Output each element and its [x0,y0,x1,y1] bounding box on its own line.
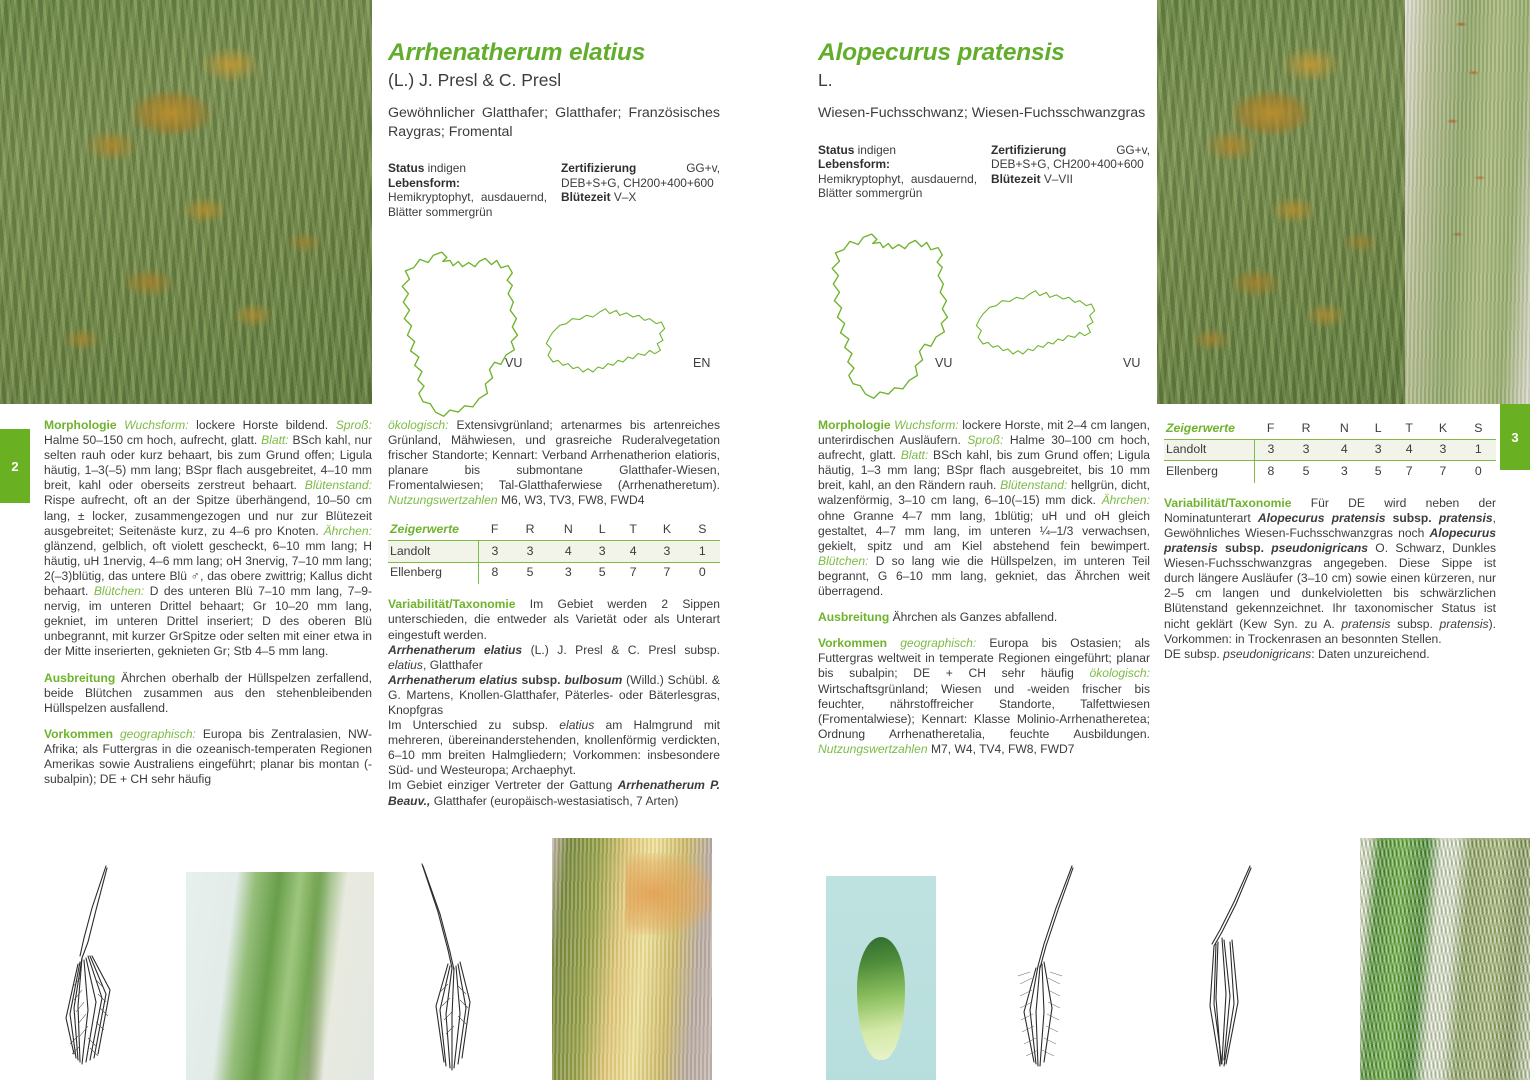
facts-col-cert-right [991,143,1150,201]
table-row [1164,461,1496,483]
zeigerwerte-cell: 8 [1267,463,1275,478]
zeigerwerte-cell: 4 [629,543,637,558]
flowering-label-left: Blütezeit [561,190,611,205]
zeigerwerte-cell: 7 [663,565,671,580]
zeigerwerte-row-label-landolt-left: Landolt [388,541,479,563]
table-row [388,562,720,584]
drawing-spikelet-alopecurus-2 [1176,838,1296,1080]
body-column-4 [1164,418,1496,662]
zeigerwerte-table-right [1164,418,1496,483]
zeigerwerte-cell: 3 [663,543,671,558]
zeigerwerte-cell: 3 [491,543,499,558]
zeigerwerte-col-f-left: F [490,522,499,537]
vorkommen-block-left [44,727,372,787]
zeigerwerte-cell: 3 [526,543,534,558]
zeigerwerte-head-left [388,520,720,541]
zeigerwerte-cell: 3 [1302,442,1310,457]
ausbreitung-heading-right: Ausbreitung [818,610,890,625]
zeigerwerte-cell: 0 [698,565,706,580]
zeigerwerte-col-r-right: R [1301,420,1311,435]
facts-col-status-right [818,143,977,201]
certification-label-left: Zertifizierung [561,161,637,175]
zeigerwerte-cell: 7 [1439,463,1447,478]
morphologie-heading-left: Morphologie [44,418,117,432]
zeigerwerte-title-left: Zeigerwerte [390,522,460,537]
zeigerwerte-cell: 3 [564,565,572,580]
flowering-label-right: Blütezeit [991,171,1041,186]
zeigerwerte-cell: 5 [1302,463,1310,478]
zeigerwerte-col-t-right: T [1405,420,1413,435]
facts-col-cert-left [561,161,720,219]
common-names-left: Gewöhnlicher Glatthafer; Glatthafer; Französisches Raygras; Fromental [388,105,720,140]
zeigerwerte-header-row-left [388,520,720,541]
zeigerwerte-col-s-left: S [698,522,707,537]
flowering-value-right: V–VII [1043,171,1073,186]
zeigerwerte-col-t-left: T [629,522,637,537]
morphologie-block-left [44,418,372,660]
bottom-plate-strip [0,838,1530,1080]
zeigerwerte-header-row-right [1164,418,1496,439]
ausbreitung-text-right: Ährchen als Ganzes abfallend. [889,610,1058,625]
morphologie-heading-right: Morphologie [818,418,891,432]
certification-value-right: GG+v, DEB+S+G, CH200+400+600 [991,142,1150,172]
photo-meadow-alopecurus [1157,0,1405,404]
zeigerwerte-table-left [388,520,720,585]
photo-ligule-arrhenatherum [552,838,712,1080]
map-germany-right [826,230,961,407]
page-number-left: 2 [11,458,19,474]
zeigerwerte-cell: 1 [1474,442,1482,457]
zeigerwerte-cell: 5 [526,565,534,580]
ausbreitung-block-right [818,610,1150,625]
body-column-3 [818,418,1150,757]
drawing-spikelet-arrhenatherum-1 [44,838,164,1080]
zeigerwerte-cell: 5 [1374,463,1382,478]
zeigerwerte-cell: 3 [1340,463,1348,478]
photo-meadow-arrhenatherum [0,0,372,404]
map-status-switzerland-right: VU [1123,356,1141,370]
map-switzerland-right [973,284,1098,361]
facts-block-right [818,143,1150,201]
variabilitaet-heading-left: Variabilität/Taxonomie [388,597,516,612]
vorkommen-runs-right: geographisch: Europa bis Ostasien; als Futtergras weltweit in temperate Regionen eingeführt; planar bis subalpin; DE + CH sehr häufig ökologisch: Wirtschaftsgrünland; Wiesen und -weiden frischer bis feuchter, nährstoffreicher Standorte, Talfettwiesen (Fromentalwiese); Kennart: Klasse Molinio-Arrhenatheretea; Ordnung Arrhenatheretalia, feuchte Ausbildungen. Nutzungswertzahlen M7, W4, TV4, FW8, FWD7 [818,636,1150,756]
distribution-maps-right [818,230,1150,385]
ausbreitung-heading-left: Ausbreitung [44,670,116,685]
zeigerwerte-cell: 4 [1340,442,1348,457]
body-column-2 [388,418,720,809]
common-names-right: Wiesen-Fuchsschwanz; Wiesen-Fuchsschwanzgras [818,105,1146,121]
species-header-arrhenatherum [388,38,720,403]
map-germany-left [396,248,531,425]
zeigerwerte-col-s-right: S [1474,420,1483,435]
certification-label-right: Zertifizierung [991,142,1067,157]
zeigerwerte-body-right [1164,439,1496,483]
ausbreitung-block-left [44,671,372,716]
zeigerwerte-cell: 1 [698,543,706,558]
status-value-left: indigen [427,161,467,175]
facts-block-left [388,161,720,219]
map-switzerland-left [543,302,668,379]
morphologie-block-right [818,418,1150,599]
morphologie-runs-left: Wuchsform: lockere Horste bildend. Sproß: Halme 50–150 cm hoch, aufrecht, glatt. Blatt: BSch kahl, nur selten rauh oder kurz behaart, bis zum Grund offen; Ligula häutig, 1–3(–5) mm lang; BSpr flach ausgebreitet, 4–10 mm breit, kahl oder oberseits zerstreut behaart. Blütenstand: Rispe aufrecht, oft an der Spitze überhängend, 10–50 cm lang, ± locker, zusammengezogen und nur zur Blütezeit ausgebreitet; Seitenäste kurz, zu 4–6 pro Knoten. Ährchen: glänzend, gelblich, oft violett gescheckt, 6–10 mm lang; H häutig, uH 1nervig, 4–6 mm lang; oH 3nervig, 7–10 mm lang; 2(–3)blütig, das untere Blü ♂, das obere zwittrig; Kallus dicht behaart. Blütchen: D des unteren Blü 7–10 mm lang, 7–9-nervig, im unteren Drittel behaart; Gr 10–20 mm lang, gekniet, im unteren Drittel inseriert; D des oberen Blü unbegrannt, mit kurzer GrSpitze oder selten mit einer etwa in der Mitte inserierten, geknieten Gr; Stb 4–5 mm lang. [44,418,372,659]
zeigerwerte-cell: 5 [598,565,606,580]
ausbreitung-text-left: Ährchen oberhalb der Hüllspelzen zerfallend, beide Blütchen zusammen aus den stehenbleibenden Hüllspelzen ausfallend. [44,670,372,715]
map-status-switzerland-left: EN [693,356,711,370]
status-label-right: Status [818,142,855,157]
zeigerwerte-cell: 3 [1267,442,1275,457]
zeigerwerte-cell: 7 [1405,463,1413,478]
zeigerwerte-title-right: Zeigerwerte [1166,420,1236,435]
zeigerwerte-row-label-ellenberg-right: Ellenberg [1164,461,1255,483]
zeigerwerte-col-k-right: K [1438,420,1448,435]
drawing-spikelet-arrhenatherum-2 [400,838,520,1080]
zeigerwerte-cell: 3 [1439,442,1447,457]
scientific-name-right: Alopecurus pratensis [818,39,1065,66]
drawing-spikelet-alopecurus-1 [990,838,1110,1080]
zeigerwerte-cell: 7 [629,565,637,580]
status-value-right: indigen [857,142,897,157]
zeigerwerte-cell: 3 [1374,442,1382,457]
page-number-tab-right [1500,404,1530,470]
zeigerwerte-col-n-right: N [1339,420,1349,435]
zeigerwerte-col-l-right: L [1374,420,1382,435]
flowering-value-left: V–X [613,190,637,205]
certification-value-left: GG+v, DEB+S+G, CH200+400+600 [561,161,720,190]
zeigerwerte-row-label-landolt-right: Landolt [1164,439,1255,461]
photo-spikelet-alopecurus [826,876,936,1080]
variabilitaet-block-right [1164,496,1496,662]
zeigerwerte-col-k-left: K [662,522,672,537]
photo-inflorescence-alopecurus-plate [1360,838,1530,1080]
variabilitaet-runs-left: Im Gebiet werden 2 Sippen unterschieden, die entweder als Varietät oder als Unterart eingestuft werden. Arrhenatherum elatius (L.) J. Presl & C. Presl subsp. elatius, Glatthafer Arrhenatherum elatius subsp. bulbosum (Willd.) Schübl. & G. Martens, Knollen-Glatthafer, Päterles- oder Bäterlesgras, Knopfgras Im Unterschied zu subsp. elatius am Halmgrund mit mehreren, übereinanderstehenden, knollenförmig verdickten, 6–10 mm breiten Halmgliedern; Vorkommen: insbesondere Süd- und Westeuropa; Archaephyt. Im Gebiet einziger Vertreter der Gattung Arrhenatherum P. Beauv., Glatthafer (europäisch-westasiatisch, 7 Arten) [388,597,721,808]
status-label-left: Status [388,161,425,175]
distribution-maps-left [388,248,720,403]
page-number-right: 3 [1511,429,1519,445]
lifeform-value-left: Hemikryptophyt, ausdauernd, Blätter sommergrün [388,190,547,219]
facts-col-status-left [388,161,547,219]
vorkommen-block-right [818,636,1150,757]
zeigerwerte-cell: 4 [1405,442,1413,457]
lifeform-label-left: Lebensform: [388,175,461,190]
map-status-germany-left: VU [505,356,523,370]
body-column-1 [44,418,372,787]
table-row [1164,439,1496,461]
variabilitaet-heading-right: Variabilität/Taxonomie [1164,495,1292,510]
zeigerwerte-col-l-left: L [598,522,606,537]
zeigerwerte-col-r-left: R [525,522,535,537]
vorkommen-runs-left: geographisch: Europa bis Zentralasien, NW-Afrika; als Futtergras in die ozeanisch-temperaten Regionen Amerikas sowie Australiens eingeführt; planar bis montan (-subalpin); DE + CH sehr häufig [44,726,372,787]
zeigerwerte-cell: 8 [491,565,499,580]
zeigerwerte-head-right [1164,418,1496,439]
zeigerwerte-row-label-ellenberg-left: Ellenberg [388,562,479,584]
zeigerwerte-col-n-left: N [563,522,573,537]
map-status-germany-right: VU [935,356,953,370]
authority-left: (L.) J. Presl & C. Presl [388,70,562,90]
morphologie-runs-right: Wuchsform: lockere Horste, mit 2–4 cm langen, unterirdischen Ausläufern. Sproß: Halme 30–100 cm hoch, aufrecht, glatt. Blatt: BSch kahl, bis zum Grund offen; Ligula häutig, 1–3 mm lang; BSpr flach ausgebreitet, bis 10 mm breit, kahl, an den Rändern rauh. Blütenstand: hellgrün, dicht, walzenförmig, 3–10 cm lang, 6–10(–15) mm dick. Ährchen: ohne Granne 4–7 mm lang, 1blütig; uH und oH gleich gestaltet, 4–7 mm lang, im unteren ¼–1/3 verwachsen, gekielt, spitz und am Kiel abstehend fein bewimpert. Blütchen: D so lang wie die Hüllspelzen, im unteren Teil begrannt, G 6–10 mm lang, gekniet, das Ährchen weit überragend. [818,418,1150,599]
lifeform-label-right: Lebensform: [818,157,891,172]
zeigerwerte-col-f-right: F [1266,420,1275,435]
page-number-tab-left [0,429,30,503]
variabilitaet-block-left [388,597,720,808]
photo-spikelet-arrhenatherum [186,872,374,1080]
zeigerwerte-cell: 0 [1474,463,1482,478]
vorkommen-continuation-left [388,418,720,509]
lifeform-value-right: Hemikryptophyt, ausdauernd, Blätter sommergrün [818,171,977,201]
zeigerwerte-cell: 3 [598,543,606,558]
variabilitaet-runs-right: Für DE wird neben der Nominatunterart Alopecurus pratensis subsp. pratensis, Gewöhnliches Wiesen-Fuchsschwanzgras noch Alopecurus pratensis subsp. pseudonigricans O. Schwarz, Dunkles Wiesen-Fuchsschwanzgras angegeben. Diese Sippe ist durch längere Ausläufer (3–10 cm) sowie einen kürzeren, nur 2–5 cm langen und dunkelvioletten bis schwärzlichen Blütenstand gekennzeichnet. Ihr taxonomischer Status ist nicht geklärt (Kew Syn. zu A. pratensis subsp. pratensis). Vorkommen: in Trockenrasen an besonnten Stellen. DE subsp. pseudonigricans: Daten unzureichend. [1164,495,1496,661]
zeigerwerte-cell: 4 [564,543,572,558]
scientific-name-left: Arrhenatherum elatius [388,39,646,66]
vorkommen-heading-right: Vorkommen [818,636,887,651]
photo-inflorescence-alopecurus [1405,0,1530,404]
species-header-alopecurus [818,38,1150,385]
table-row [388,541,720,563]
zeigerwerte-body-left [388,541,720,585]
top-photo-band [0,0,1530,404]
authority-right: L. [818,70,833,90]
vorkommen-runs-left-cont: ökologisch: Extensivgrünland; artenarmes bis artenreiches Grünland, Mähwiesen, und grasreiche Ruderalvegetation frischer Standorte; Kennart: Verband Arrhenatherion elatioris, planare bis submontane Glatthafer-Wiesen, Fromentalwiesen; Tal-Glatthaferwiese (Arrhenatheretum). Nutzungswertzahlen M6, W3, TV3, FW8, FWD4 [388,418,720,508]
vorkommen-heading-left: Vorkommen [44,726,113,741]
